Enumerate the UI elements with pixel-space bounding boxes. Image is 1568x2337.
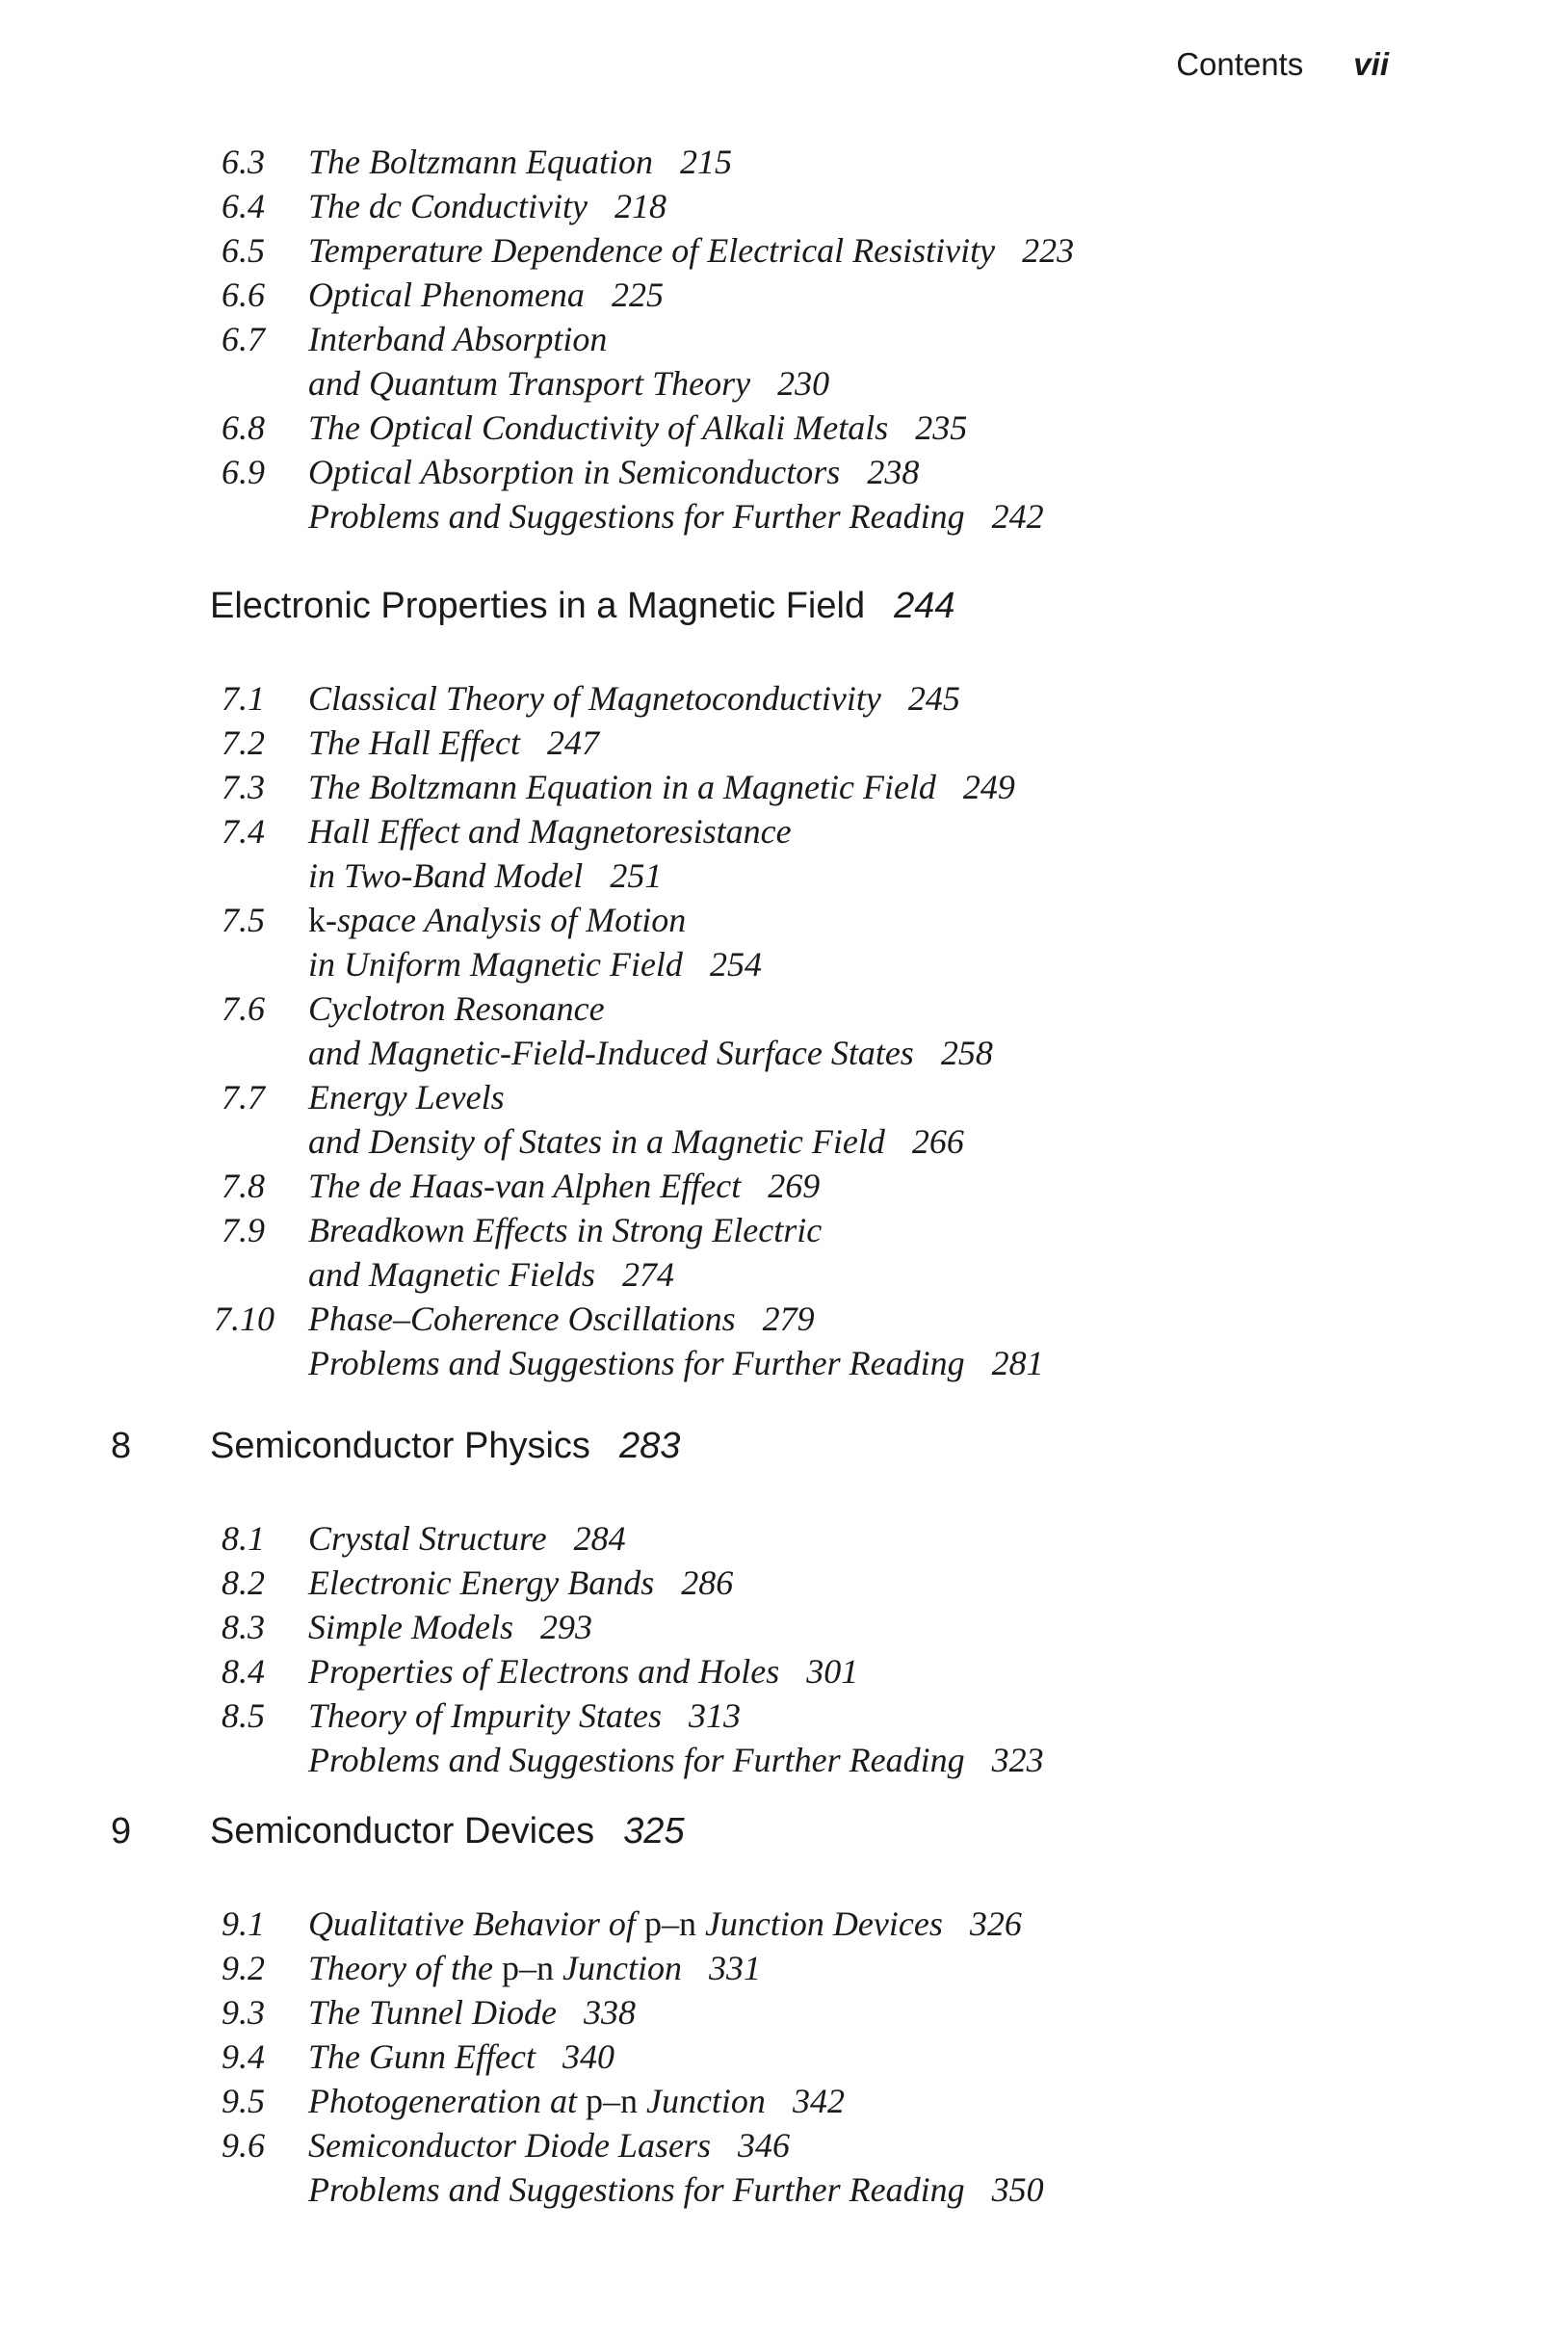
section-title-prefix: k- bbox=[308, 901, 337, 939]
toc-entry-8-2[interactable] bbox=[0, 1561, 1568, 1605]
section-page: 269 bbox=[768, 1167, 821, 1205]
section-page: 245 bbox=[907, 679, 960, 718]
toc-entry-problems-6[interactable] bbox=[0, 494, 1568, 538]
section-page: 293 bbox=[539, 1608, 592, 1646]
section-number: 7.1 bbox=[222, 679, 265, 718]
section-title: Interband Absorption bbox=[308, 320, 608, 358]
section-title: Simple Models bbox=[308, 1608, 513, 1646]
toc-entry-8-1[interactable] bbox=[0, 1516, 1568, 1561]
section-page: 242 bbox=[991, 497, 1044, 536]
chapter-7 bbox=[0, 586, 1568, 1385]
section-number: 8.2 bbox=[222, 1563, 265, 1602]
section-number: 7.7 bbox=[222, 1078, 265, 1116]
toc-entry-9-4[interactable] bbox=[0, 2035, 1568, 2079]
section-page: 338 bbox=[584, 1993, 636, 2032]
section-title: Crystal Structure bbox=[308, 1519, 547, 1558]
toc-entry-9-1[interactable] bbox=[0, 1902, 1568, 1946]
section-number: 6.3 bbox=[222, 143, 265, 181]
section-list bbox=[0, 1902, 1568, 2212]
section-title: Problems and Suggestions for Further Reading bbox=[308, 1344, 965, 1382]
section-title-continued: and Magnetic-Field-Induced Surface States bbox=[308, 1034, 914, 1072]
section-title: Problems and Suggestions for Further Reading bbox=[308, 1741, 965, 1779]
section-title: Phase–Coherence Oscillations bbox=[308, 1300, 736, 1338]
section-number: 7.10 bbox=[214, 1300, 274, 1338]
section-title-part: Junction bbox=[637, 2082, 766, 2120]
section-number: 6.4 bbox=[222, 187, 265, 225]
section-number: 9.2 bbox=[222, 1949, 265, 1987]
section-page: 258 bbox=[940, 1034, 993, 1072]
section-page: 266 bbox=[911, 1122, 964, 1161]
section-number: 7.2 bbox=[222, 723, 265, 762]
toc-entry-9-3[interactable] bbox=[0, 1990, 1568, 2035]
toc-entry-7-9[interactable] bbox=[0, 1208, 1568, 1297]
section-title: Classical Theory of Magnetoconductivity bbox=[308, 679, 881, 718]
section-title-part: Junction bbox=[553, 1949, 682, 1987]
section-title-continued: and Density of States in a Magnetic Field bbox=[308, 1122, 885, 1161]
section-title: Optical Absorption in Semiconductors bbox=[308, 453, 841, 491]
section-title-continued: and Magnetic Fields bbox=[308, 1255, 595, 1294]
section-title-term: p–n bbox=[501, 1949, 554, 1987]
section-page: 230 bbox=[777, 364, 830, 403]
section-number: 7.9 bbox=[222, 1211, 265, 1249]
section-page: 223 bbox=[1022, 231, 1075, 270]
section-page: 238 bbox=[867, 453, 920, 491]
chapter-number: 9 bbox=[111, 1811, 132, 1851]
section-number: 8.5 bbox=[222, 1696, 265, 1735]
section-title: Problems and Suggestions for Further Reading bbox=[308, 2170, 965, 2209]
section-page: 274 bbox=[621, 1255, 674, 1294]
section-number: 7.8 bbox=[222, 1167, 265, 1205]
chapter-9 bbox=[0, 1811, 1568, 2212]
section-number: 8.1 bbox=[222, 1519, 265, 1558]
section-number: 9.6 bbox=[222, 2126, 265, 2165]
section-title-term: p–n bbox=[585, 2082, 638, 2120]
toc-entry-7-5[interactable] bbox=[0, 898, 1568, 986]
section-title: Hall Effect and Magnetoresistance bbox=[308, 812, 792, 851]
section-number: 9.3 bbox=[222, 1993, 265, 2032]
section-number: 8.4 bbox=[222, 1652, 265, 1691]
toc-entry-problems-9[interactable] bbox=[0, 2167, 1568, 2212]
section-page: 331 bbox=[708, 1949, 761, 1987]
section-title: Temperature Dependence of Electrical Resistivity bbox=[308, 231, 996, 270]
chapter-page: 283 bbox=[618, 1426, 681, 1466]
section-title: The dc Conductivity bbox=[308, 187, 588, 225]
section-title-continued: in Two-Band Model bbox=[308, 856, 584, 895]
section-number: 7.4 bbox=[222, 812, 265, 851]
toc-entry-problems-8[interactable] bbox=[0, 1738, 1568, 1782]
section-title: space Analysis of Motion bbox=[337, 901, 687, 939]
toc-entry-6-9[interactable] bbox=[0, 450, 1568, 494]
section-title-part: Theory of the bbox=[308, 1949, 502, 1987]
section-number: 8.3 bbox=[222, 1608, 265, 1646]
toc-entry-7-3[interactable] bbox=[0, 765, 1568, 809]
chapter-page: 244 bbox=[894, 586, 955, 626]
running-head bbox=[1176, 46, 1389, 83]
section-page: 313 bbox=[688, 1696, 741, 1735]
chapter-number: 8 bbox=[111, 1426, 132, 1466]
section-list bbox=[0, 140, 1568, 538]
section-page: 286 bbox=[681, 1563, 734, 1602]
section-number: 6.5 bbox=[222, 231, 265, 270]
chapter-title: Semiconductor Devices bbox=[210, 1811, 595, 1851]
toc-entry-6-5[interactable] bbox=[0, 228, 1568, 273]
section-page: 225 bbox=[611, 276, 664, 314]
section-title-continued: in Uniform Magnetic Field bbox=[308, 945, 683, 984]
toc-entry-8-3[interactable] bbox=[0, 1605, 1568, 1649]
toc-entry-9-6[interactable] bbox=[0, 2123, 1568, 2167]
section-page: 251 bbox=[610, 856, 663, 895]
chapter-title: Electronic Properties in a Magnetic Field bbox=[210, 586, 866, 626]
chapter-heading[interactable] bbox=[0, 1426, 1568, 1484]
toc-entry-7-6[interactable] bbox=[0, 986, 1568, 1075]
section-title: The Optical Conductivity of Alkali Metals bbox=[308, 408, 889, 447]
section-page: 350 bbox=[991, 2170, 1044, 2209]
chapter-8 bbox=[0, 1426, 1568, 1782]
section-list bbox=[0, 676, 1568, 1385]
chapter-6-continued bbox=[0, 140, 1568, 538]
section-number: 6.9 bbox=[222, 453, 265, 491]
section-page: 284 bbox=[573, 1519, 626, 1558]
section-page: 323 bbox=[991, 1741, 1044, 1779]
section-number: 6.6 bbox=[222, 276, 265, 314]
toc-entry-7-10[interactable] bbox=[0, 1297, 1568, 1341]
toc-entry-7-8[interactable] bbox=[0, 1164, 1568, 1208]
section-list bbox=[0, 1516, 1568, 1782]
section-title-part: Junction Devices bbox=[695, 1904, 943, 1943]
section-title-part: Qualitative Behavior of bbox=[308, 1904, 644, 1943]
toc-entry-9-5[interactable] bbox=[0, 2079, 1568, 2123]
section-title-continued: and Quantum Transport Theory bbox=[308, 364, 751, 403]
section-number: 7.3 bbox=[222, 768, 265, 806]
toc-entry-6-8[interactable] bbox=[0, 406, 1568, 450]
toc-entry-6-7[interactable] bbox=[0, 317, 1568, 406]
section-title-part: Photogeneration at bbox=[308, 2082, 586, 2120]
section-title: The Boltzmann Equation bbox=[308, 143, 653, 181]
toc-entry-9-2[interactable] bbox=[0, 1946, 1568, 1990]
chapter-heading[interactable] bbox=[0, 586, 1568, 643]
section-title: The Gunn Effect bbox=[308, 2037, 536, 2076]
section-page: 326 bbox=[969, 1904, 1022, 1943]
section-title-term: p–n bbox=[643, 1904, 696, 1943]
section-title: Semiconductor Diode Lasers bbox=[308, 2126, 711, 2165]
page-folio: vii bbox=[1353, 46, 1389, 82]
section-number: 6.7 bbox=[222, 320, 265, 358]
section-title: Optical Phenomena bbox=[308, 276, 585, 314]
section-number: 9.1 bbox=[222, 1904, 265, 1943]
section-page: 249 bbox=[962, 768, 1015, 806]
toc-entry-7-1[interactable] bbox=[0, 676, 1568, 721]
toc-entry-8-4[interactable] bbox=[0, 1649, 1568, 1694]
toc-entry-6-3[interactable] bbox=[0, 140, 1568, 184]
section-page: 254 bbox=[709, 945, 762, 984]
toc-entry-6-6[interactable] bbox=[0, 273, 1568, 317]
toc-entry-6-4[interactable] bbox=[0, 184, 1568, 228]
section-title: Energy Levels bbox=[308, 1078, 505, 1116]
section-title: The Boltzmann Equation in a Magnetic Field bbox=[308, 768, 936, 806]
section-title: Breadkown Effects in Strong Electric bbox=[308, 1211, 823, 1249]
chapter-page: 325 bbox=[623, 1811, 685, 1851]
section-number: 6.8 bbox=[222, 408, 265, 447]
chapter-title: Semiconductor Physics bbox=[210, 1426, 590, 1466]
section-title: Cyclotron Resonance bbox=[308, 989, 605, 1028]
section-page: 235 bbox=[915, 408, 968, 447]
section-title: The Hall Effect bbox=[308, 723, 520, 762]
toc-entry-7-4[interactable] bbox=[0, 809, 1568, 898]
section-number: 9.4 bbox=[222, 2037, 265, 2076]
section-page: 281 bbox=[991, 1344, 1044, 1382]
section-page: 346 bbox=[737, 2126, 790, 2165]
toc-entry-8-5[interactable] bbox=[0, 1694, 1568, 1738]
toc-entry-problems-7[interactable] bbox=[0, 1341, 1568, 1385]
section-page: 340 bbox=[562, 2037, 614, 2076]
toc-entry-7-7[interactable] bbox=[0, 1075, 1568, 1164]
section-number: 7.5 bbox=[222, 901, 265, 939]
section-page: 247 bbox=[546, 723, 599, 762]
section-page: 342 bbox=[792, 2082, 845, 2120]
section-title: Theory of Impurity States bbox=[308, 1696, 662, 1735]
section-title: Problems and Suggestions for Further Reading bbox=[308, 497, 965, 536]
section-page: 279 bbox=[762, 1300, 815, 1338]
running-head-section: Contents bbox=[1176, 46, 1304, 82]
section-title: Electronic Energy Bands bbox=[308, 1563, 655, 1602]
section-title: Properties of Electrons and Holes bbox=[308, 1652, 780, 1691]
chapter-heading[interactable] bbox=[0, 1811, 1568, 1869]
section-page: 218 bbox=[614, 187, 666, 225]
section-page: 215 bbox=[680, 143, 732, 181]
section-number: 9.5 bbox=[222, 2082, 265, 2120]
section-title: The de Haas-van Alphen Effect bbox=[308, 1167, 742, 1205]
toc-entry-7-2[interactable] bbox=[0, 721, 1568, 765]
section-title: The Tunnel Diode bbox=[308, 1993, 557, 2032]
section-number: 7.6 bbox=[222, 989, 265, 1028]
section-page: 301 bbox=[806, 1652, 859, 1691]
